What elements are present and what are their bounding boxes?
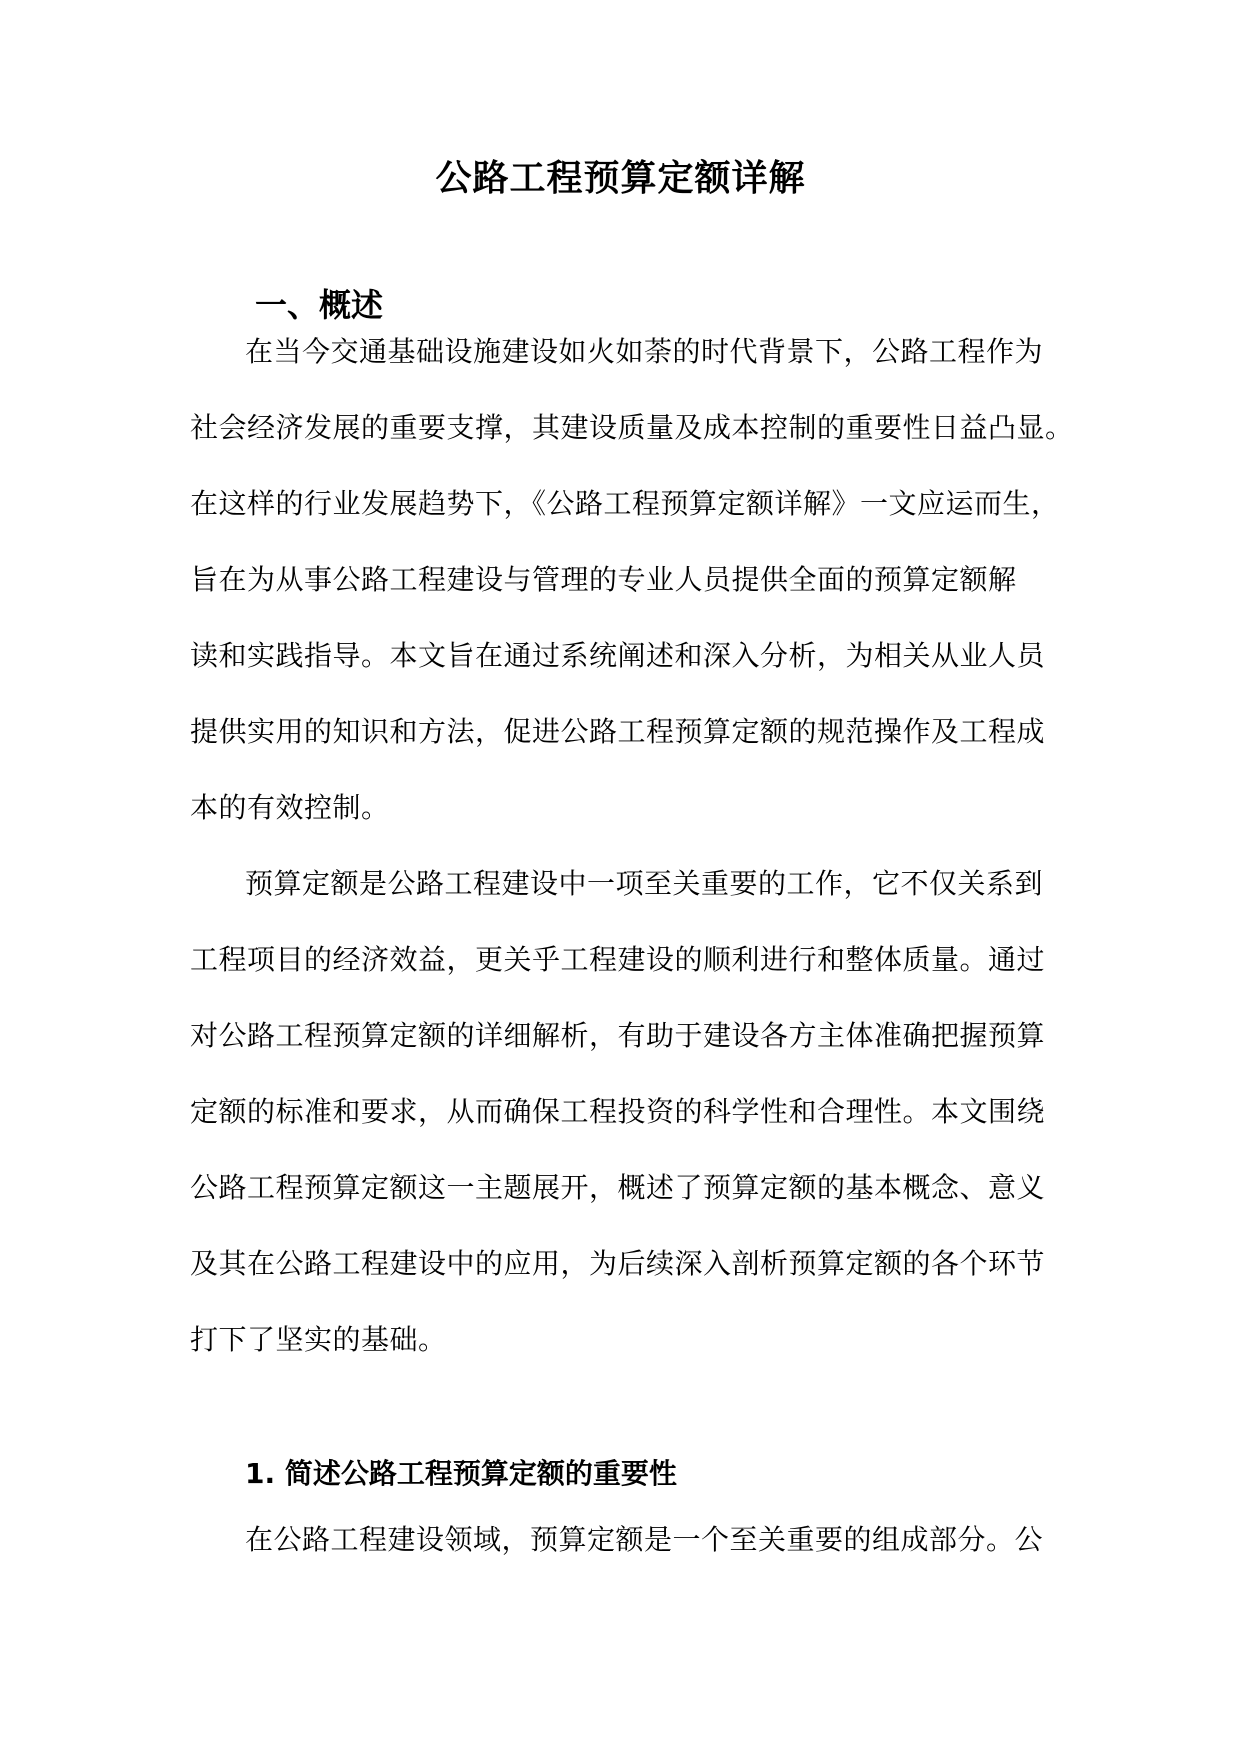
section-heading-overview: 一、概述	[255, 286, 384, 324]
paragraph-line: 读和实践指导。本文旨在通过系统阐述和深入分析，为相关从业人员	[190, 639, 1046, 672]
paragraph-line: 本的有效控制。	[190, 791, 390, 824]
paragraph-line: 定额的标准和要求，从而确保工程投资的科学性和合理性。本文围绕	[190, 1095, 1046, 1128]
paragraph-line: 在当今交通基础设施建设如火如荼的时代背景下，公路工程作为	[245, 335, 1044, 368]
document-title: 公路工程预算定额详解	[435, 158, 806, 199]
paragraph-line: 对公路工程预算定额的详细解析，有助于建设各方主体准确把握预算	[190, 1019, 1046, 1052]
paragraph-line: 旨在为从事公路工程建设与管理的专业人员提供全面的预算定额解	[190, 563, 1017, 596]
subsection-heading-importance: 1. 简述公路工程预算定额的重要性	[245, 1457, 677, 1490]
paragraph-line: 在公路工程建设领域，预算定额是一个至关重要的组成部分。公	[245, 1523, 1044, 1556]
paragraph-line: 打下了坚实的基础。	[190, 1323, 447, 1356]
paragraph-line: 社会经济发展的重要支撑，其建设质量及成本控制的重要性日益凸显。	[190, 411, 1074, 444]
paragraph-line: 工程项目的经济效益，更关乎工程建设的顺利进行和整体质量。通过	[190, 943, 1046, 976]
paragraph-line: 及其在公路工程建设中的应用，为后续深入剖析预算定额的各个环节	[190, 1247, 1046, 1280]
paragraph-line: 提供实用的知识和方法，促进公路工程预算定额的规范操作及工程成	[190, 715, 1046, 748]
paragraph-line: 在这样的行业发展趋势下，《公路工程预算定额详解》一文应运而生，	[190, 487, 1060, 520]
paragraph-line: 预算定额是公路工程建设中一项至关重要的工作，它不仅关系到	[245, 867, 1044, 900]
paragraph-line: 公路工程预算定额这一主题展开，概述了预算定额的基本概念、意义	[190, 1171, 1046, 1204]
